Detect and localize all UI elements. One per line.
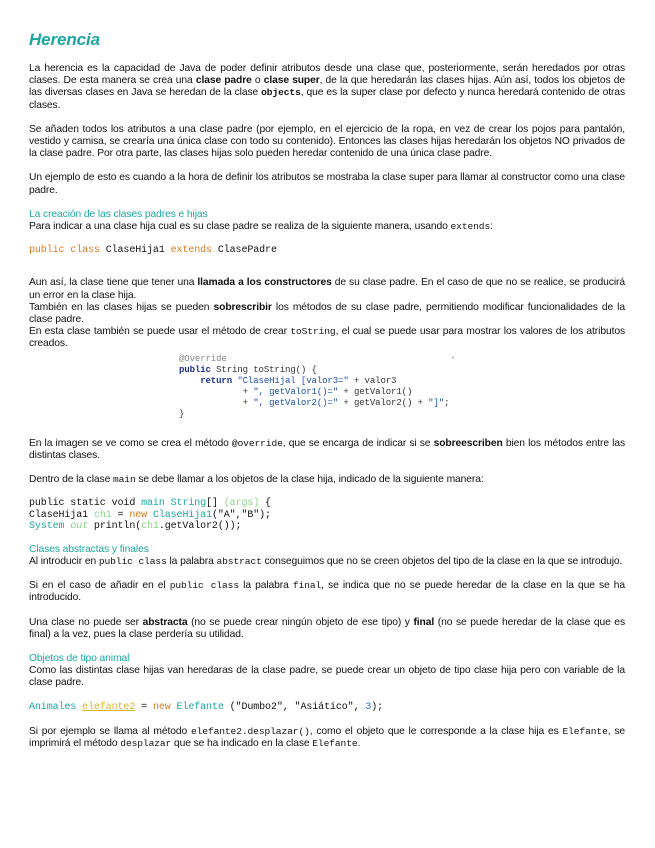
text: bien los métodos entre las distintas clases. <box>29 437 625 461</box>
code-text: final <box>292 580 322 592</box>
text: . <box>357 738 361 749</box>
text: la palabra <box>239 580 293 592</box>
code-string: "]" <box>428 397 445 408</box>
code-text: + getValor2() + <box>338 397 429 408</box>
bold-text: clase padre <box>195 75 252 87</box>
text: , se imprimirá el método <box>29 725 626 749</box>
text: los métodos de su clase padre, permitiendo modificar funcionalidades de la clase padre. <box>29 301 625 326</box>
code-text: ("A","B"); <box>211 509 271 521</box>
text: se debe llamar a los objetos de la clase hija, indicado de la siguiente manera: <box>135 474 484 486</box>
code-text: + <box>179 397 254 408</box>
code-text: + valor3 <box>348 375 397 386</box>
main-paragraph <box>29 474 625 486</box>
text: (no se puede heredar de la clase que es final) a la vez, pues la clase perdería su utilidad. <box>29 616 625 640</box>
code-text: { <box>259 498 271 510</box>
code-string: ", getValor1()=" <box>253 386 339 397</box>
code-text: main <box>112 474 136 486</box>
code-text: println( <box>88 521 142 533</box>
text: Una clase no puede ser <box>29 616 143 628</box>
bold-text: sobreescriben <box>433 437 503 449</box>
page-title: Herencia <box>29 30 101 49</box>
code-text: } <box>179 408 185 419</box>
code-text: ); <box>371 701 384 713</box>
code-keyword: new <box>152 701 171 713</box>
code-method: main <box>141 498 165 510</box>
text: , que se encarga de indicar si se <box>282 437 434 449</box>
code-type: String <box>170 498 207 510</box>
code-text: .getValor2()); <box>158 521 242 533</box>
animal-paragraph-2 <box>29 726 625 750</box>
code-text: objects <box>261 87 301 99</box>
animal-paragraph-1: Como las distintas clase hijas van heredaras de la clase padre, se puede crear un objeto de tipo clase hija pero con variable de la clase padre. <box>29 665 625 689</box>
text: la palabra <box>166 555 217 567</box>
section-heading-abstract: Clases abstractas y finales <box>29 543 149 555</box>
bold-text: abstracta <box>142 616 188 628</box>
document-page <box>29 30 625 762</box>
text: , de la que heredarán las clases hijas. Aún así, todos los objetos de las diversas clases en Java se heredan de la clase <box>29 75 625 99</box>
intro-paragraph-3: Un ejemplo de esto es cuando a la hora de definir los atributos se mostraba la clase super para llamar al constructor como una clase padre. <box>29 172 625 196</box>
code-text: + <box>179 386 254 397</box>
text: o <box>251 75 264 87</box>
text: En la imagen se ve como se crea el método <box>29 437 232 449</box>
text: , como el objeto que le corresponde a la clase hija es <box>309 725 563 737</box>
code-text: toString <box>290 326 336 338</box>
text: Al introducir en <box>29 555 99 567</box>
code-type: System <box>29 521 65 533</box>
text: , que es la super clase por defecto y nunca heredará contenido de otras clases. <box>29 87 625 111</box>
code-text: [] <box>206 498 224 510</box>
code-annotation: @Override <box>179 353 227 364</box>
creation-paragraph-3 <box>29 302 625 326</box>
text: También en las clases hijas se pueden <box>29 301 214 313</box>
code-text: = <box>135 701 153 713</box>
text: (no se puede crear ningún objeto de ese tipo) y <box>187 616 414 628</box>
code-text: ("Dumbo2", "Asiático", <box>223 701 366 713</box>
code-text: public class <box>98 555 167 567</box>
code-text: elefante2.desplazar() <box>190 725 310 737</box>
code-string: ", getValor2()=" <box>253 397 339 408</box>
text: Dentro de la clase <box>29 474 113 486</box>
creation-paragraph-2 <box>29 277 625 301</box>
code-text: ClaseHija1 <box>29 509 94 521</box>
code-variable: ch1 <box>141 521 159 533</box>
text: Si en el caso de añadir en el <box>29 580 170 592</box>
code-type: ClaseHija1 <box>152 509 212 521</box>
code-number: 3 <box>365 701 372 713</box>
code-text: extends <box>450 221 491 233</box>
abstract-paragraph-2 <box>29 580 625 604</box>
code-text: public class <box>169 580 239 592</box>
section-heading-animal: Objetos de tipo animal <box>29 652 130 664</box>
code-variable: elefante2 <box>82 701 136 713</box>
dot-mark: • <box>451 354 456 363</box>
creation-paragraph-1 <box>29 221 625 233</box>
abstract-paragraph-3 <box>29 617 625 641</box>
code-args: (args) <box>223 498 260 510</box>
extends-code-line <box>29 245 625 257</box>
code-text: desplazar <box>120 738 172 749</box>
code-type: Animales <box>29 701 77 713</box>
override-paragraph <box>29 438 625 462</box>
code-text: ClaseHija1 <box>99 245 171 257</box>
code-text: Elefante <box>562 725 608 737</box>
creation-paragraph-4 <box>29 326 625 350</box>
bold-text: final <box>413 616 435 628</box>
code-keyword: public <box>179 364 211 375</box>
code-keyword: public class <box>29 245 100 257</box>
text: Para indicar a una clase hija cual es su clase padre se realiza de la siguiente manera, usando <box>29 221 451 233</box>
text: : <box>490 221 493 233</box>
text: , se indica que no se puede heredar de la clase en la que se ha introducido. <box>29 580 626 604</box>
intro-paragraph-2: Se añaden todos los atributos a una clase padre (por ejemplo, en el ejercicio de la ropa, en vez de crear los pojos para pantalón, vestido y camisa, se crearía una única clase con todo su contenido). Entonces las clases hijas heredarán los objetos NO privados de la clase padre. Por otra parte, las clases hijas solo pueden heredar contenido de una única clase padre. <box>29 123 625 160</box>
tostring-code-image <box>179 354 489 420</box>
code-text: abstract <box>216 555 262 567</box>
code-text: public static void <box>29 498 142 510</box>
text: En esta clase también se puede usar el método de crear <box>29 326 291 338</box>
code-text: + getValor1() <box>338 386 413 397</box>
code-text: @override <box>231 437 283 449</box>
bold-text: sobrescribir <box>213 301 272 313</box>
bold-text: llamada a los constructores <box>197 277 332 289</box>
bold-text: clase super <box>263 75 320 87</box>
text: , el cual se puede usar para mostrar los valores de los atributos creados. <box>29 326 626 350</box>
code-keyword: return <box>179 375 233 386</box>
animal-code-line <box>29 702 625 714</box>
code-text: Elefante <box>312 738 358 749</box>
text: Si por ejemplo se llama al método <box>29 725 191 737</box>
main-code-block <box>29 498 625 533</box>
code-text: ClasePadre <box>211 245 277 257</box>
intro-paragraph-1 <box>29 63 625 112</box>
code-type: Elefante <box>170 701 224 713</box>
text: de su clase padre. En el caso de que no se realice, se producirá un error en la clase hija. <box>29 277 625 301</box>
code-text: String toString() { <box>210 364 317 375</box>
code-text: ; <box>444 397 450 408</box>
code-string: "ClaseHijal [valor3=" <box>232 375 349 386</box>
code-variable: ch1 <box>93 509 112 521</box>
code-keyword: extends <box>170 245 212 257</box>
code-keyword: new <box>129 509 148 521</box>
text: conseguimos que no se creen objetos del tipo de la clase en la que se introdujo. <box>261 555 623 567</box>
section-heading-creation: La creación de las clases padres e hijas <box>29 208 208 220</box>
code-field: out <box>64 521 89 533</box>
text: que se ha indicado en la clase <box>171 738 313 749</box>
text: Aun así, la clase tiene que tener una <box>29 277 198 289</box>
text: La herencia es la capacidad de Java de poder definir atributos desde una clase que, posteriormente, serán heredados por otras clases. De esta manera se crea una <box>29 63 625 87</box>
abstract-paragraph-1 <box>29 556 625 568</box>
code-text: = <box>111 509 130 521</box>
